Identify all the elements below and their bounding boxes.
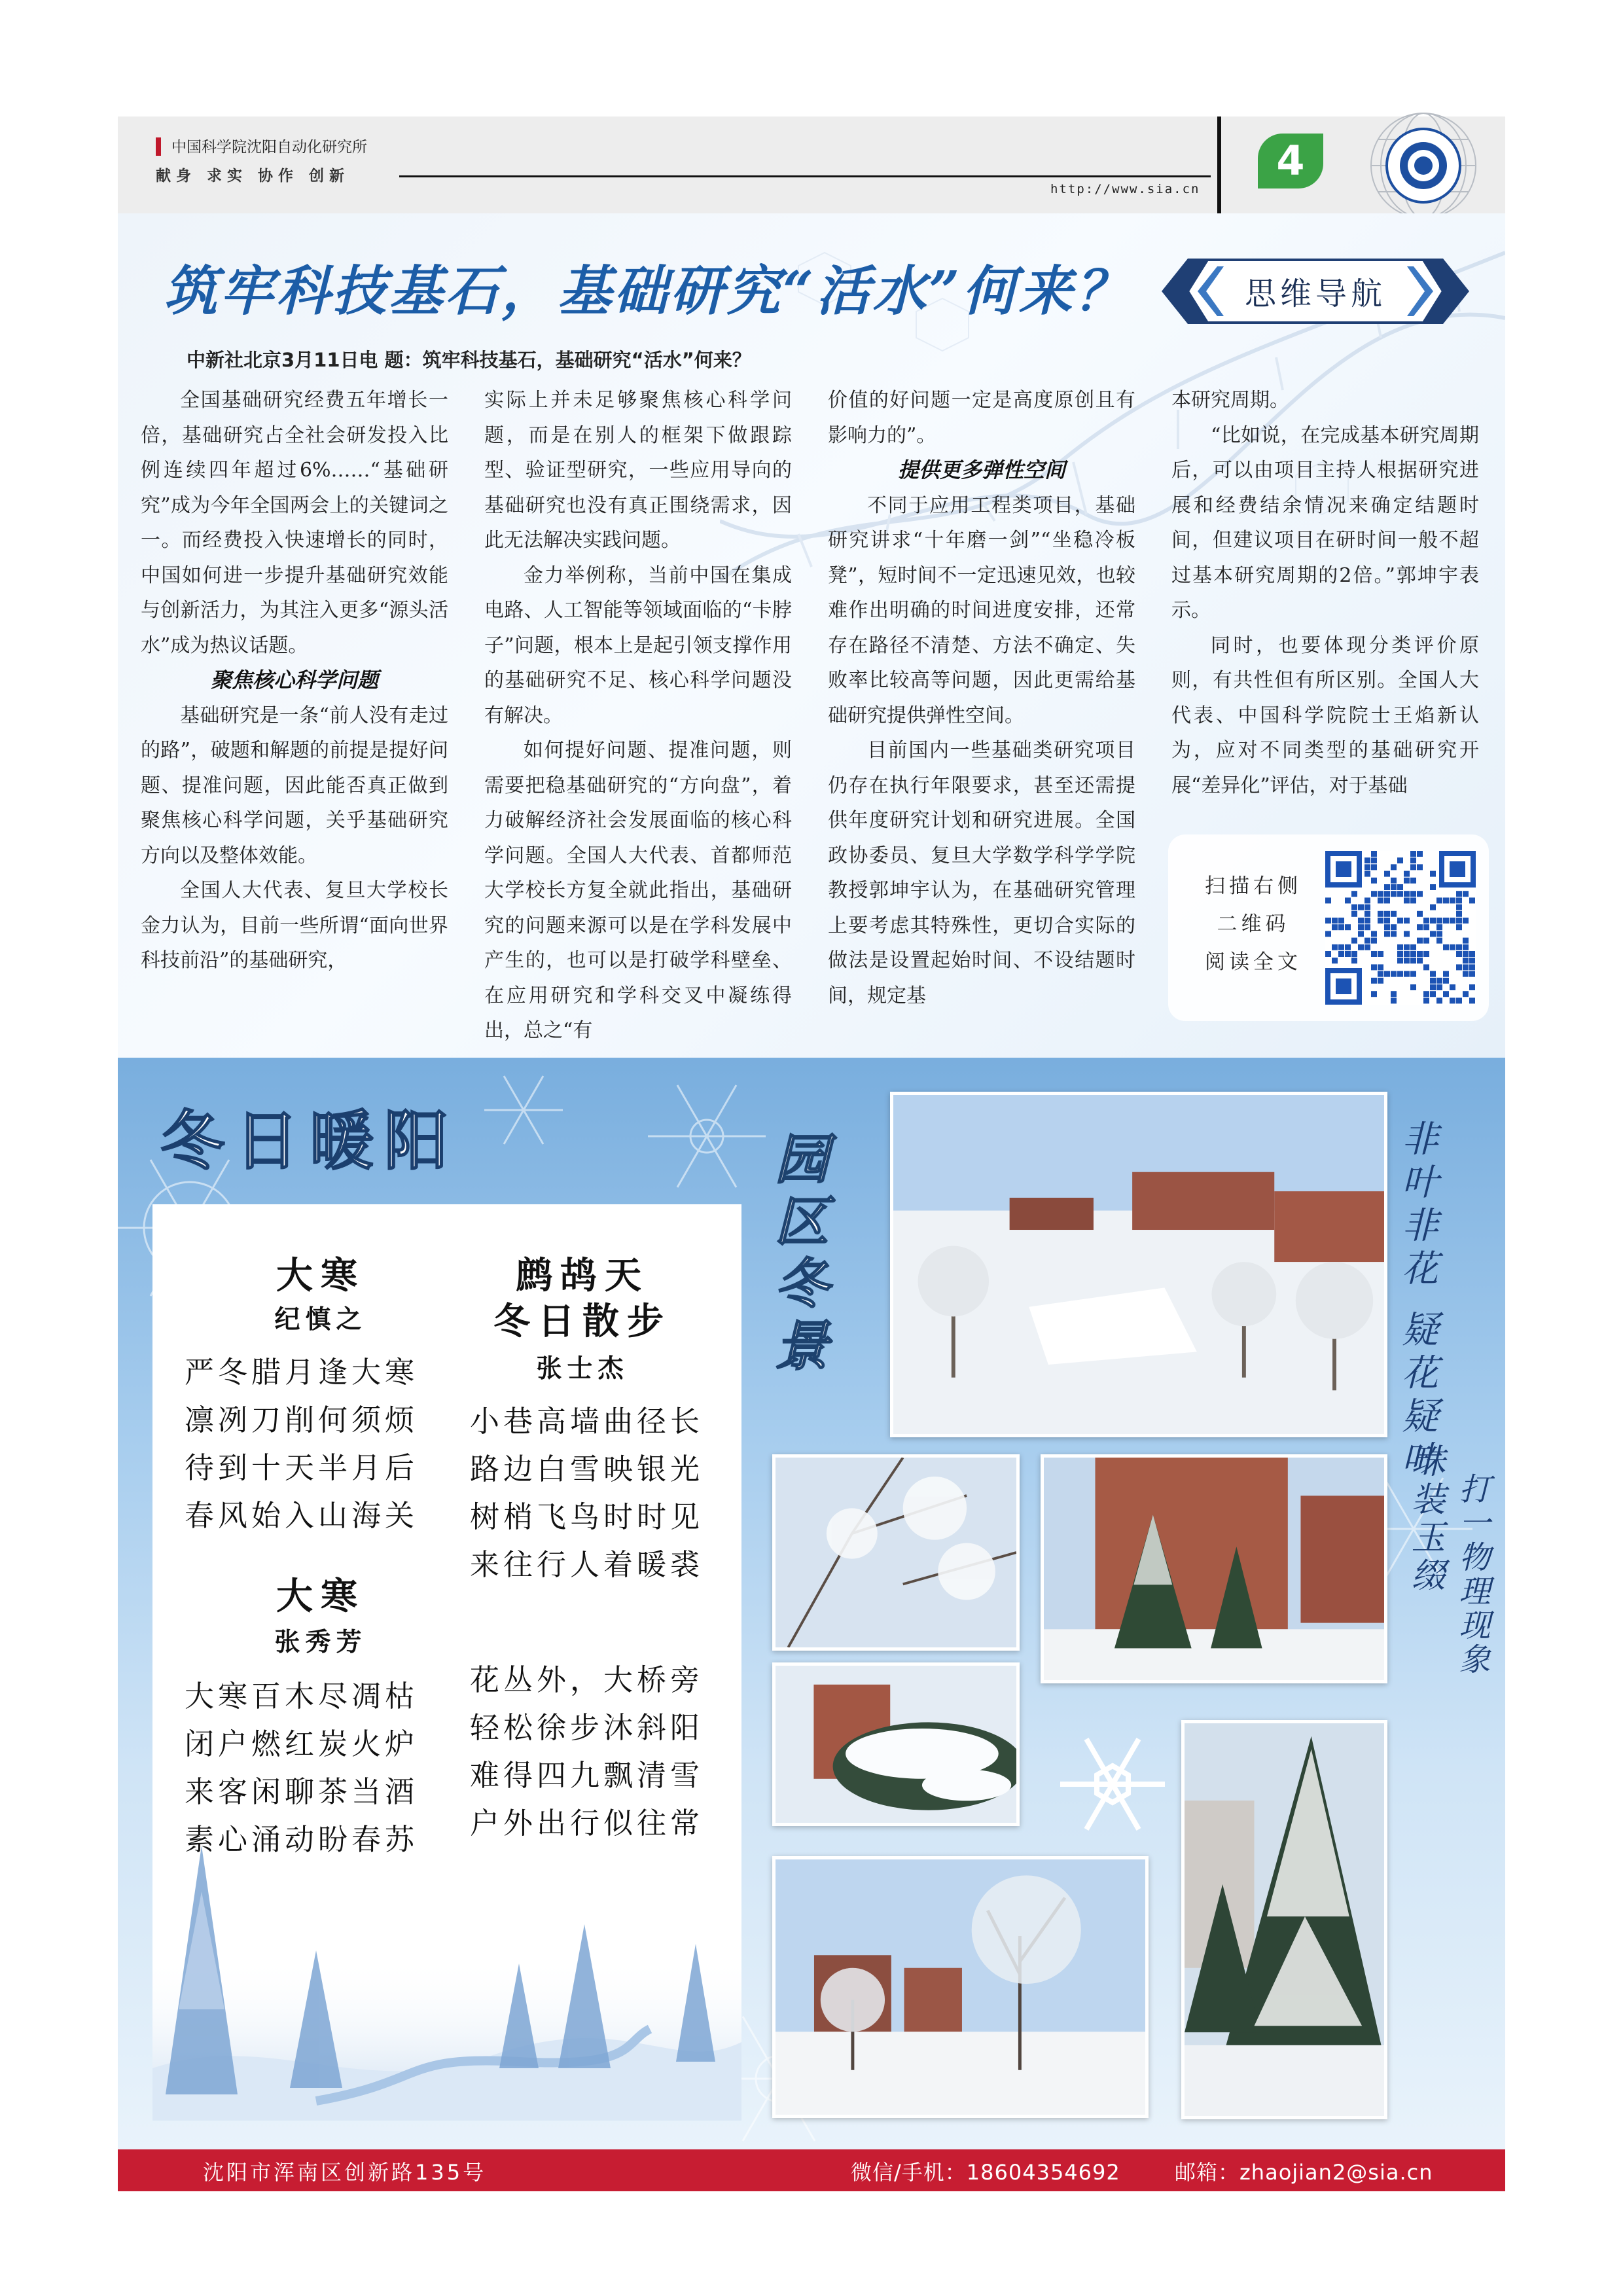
qr-module: [1456, 997, 1462, 1003]
frosted-branches-photo: [772, 1454, 1020, 1651]
paragraph: 本研究周期。: [1171, 389, 1289, 412]
qr-module: [1469, 971, 1475, 977]
qr-module: [1378, 918, 1383, 924]
qr-module: [1404, 951, 1410, 957]
poem-line: 大寒百木尽凋枯: [185, 1679, 419, 1713]
qr-module: [1351, 938, 1357, 944]
qr-module: [1417, 911, 1423, 917]
qr-module: [1345, 951, 1351, 957]
qr-module: [1364, 918, 1370, 924]
qr-module: [1371, 938, 1377, 944]
qr-module: [1450, 997, 1455, 1003]
qr-module: [1404, 918, 1410, 924]
qr-module: [1397, 971, 1403, 977]
qr-module: [1469, 964, 1475, 970]
qr-module: [1423, 964, 1429, 970]
article-dateline: 中新社北京3月11日电 题：筑牢科技基石，基础研究“活水”何来？: [187, 349, 751, 371]
qr-module: [1456, 891, 1462, 897]
qr-module: [1397, 884, 1403, 890]
snowy-pine-closeup-photo: [772, 1662, 1020, 1826]
qr-module: [1410, 984, 1416, 990]
qr-module: [1404, 958, 1410, 963]
qr-module: [1364, 857, 1370, 863]
qr-module: [1364, 871, 1370, 877]
qr-module: [1378, 978, 1383, 984]
qr-module: [1325, 951, 1331, 957]
qr-module: [1358, 918, 1364, 924]
paragraph: 全国基础研究经费五年增长一倍，基础研究占全社会研发投入比例连续四年超过6%……“基础研究”成为今年全国两会上的关键词之一。而经费投入快速增长的同时，中国如何进一步提升基础研究效能与创新活力，为其注入更多“源头活水”成为热议话题。: [141, 389, 448, 657]
poem-line: 来往行人着暖裘: [470, 1547, 704, 1582]
qr-module: [1450, 944, 1455, 950]
qr-module: [1371, 951, 1377, 957]
qr-module: [1332, 924, 1338, 930]
qr-module: [1430, 978, 1436, 984]
poem1-author: 纪慎之: [274, 1304, 367, 1335]
qr-module: [1410, 891, 1416, 897]
campus-scene-label: [762, 1129, 841, 1378]
paragraph: 如何提好问题、提准问题，则需要把稳基础研究的“方向盘”，着力破解经济社会发展面临的核心科学问题。全国人大代表、首都师范大学校长方复全就此指出，基础研究的问题来源可以是在学科发展中产生的，也可以是打破学科壁垒、在应用研究和学科交叉中凝练得出，总之“有: [484, 739, 792, 1042]
qr-module: [1378, 911, 1383, 917]
qr-module: [1384, 931, 1390, 937]
qr-module: [1351, 891, 1357, 897]
qr-module: [1404, 897, 1410, 903]
qr-module: [1423, 924, 1429, 930]
qr-module: [1469, 951, 1475, 957]
qr-module: [1443, 991, 1449, 997]
qr-module: [1371, 978, 1377, 984]
poem3-subtitle: 冬日散步: [493, 1300, 671, 1343]
qr-module: [1371, 931, 1377, 937]
campus-trees-snow-photo: [772, 1856, 1149, 2118]
qr-module: [1436, 978, 1442, 984]
institute-logo: [1358, 110, 1489, 221]
article-column-1: [141, 383, 448, 978]
qr-instruction: [1185, 867, 1322, 981]
qr-module: [1456, 951, 1462, 957]
qr-module: [1325, 897, 1331, 903]
qr-module: [1430, 984, 1436, 990]
qr-module: [1378, 971, 1383, 977]
poem3-author: 张士杰: [536, 1354, 629, 1384]
qr-module: [1351, 951, 1357, 957]
campus-label-char: 园: [775, 1128, 829, 1191]
qr-module: [1436, 938, 1442, 944]
qr-module: [1404, 891, 1410, 897]
qr-module: [1469, 997, 1475, 1003]
poem-line: 严冬腊月逢大寒: [185, 1355, 419, 1390]
qr-module: [1351, 911, 1357, 917]
poem-line: 花丛外，大桥旁: [470, 1662, 704, 1697]
section-badge: 思维导航: [1244, 276, 1386, 312]
qr-module: [1404, 931, 1410, 937]
qr-module: [1404, 944, 1410, 950]
qr-module: [1391, 931, 1397, 937]
poem-line: 凛冽刀削何须烦: [185, 1403, 419, 1437]
qr-module: [1436, 924, 1442, 930]
poem2-title: 大寒: [276, 1575, 365, 1618]
qr-module: [1345, 897, 1351, 903]
paragraph: 金力举例称，当前中国在集成电路、人工智能等领域面临的“卡脖子”问题，根本上是起引领支撑作用的基础研究不足、核心科学问题没有解决。: [484, 564, 792, 727]
poem-line: 来客闲聊茶当酒: [185, 1774, 419, 1809]
footer-address: 沈阳市浑南区创新路135号: [203, 2160, 487, 2185]
paragraph: 价值的好问题一定是高度原创且有影响力的”。: [828, 389, 1135, 447]
qr-module: [1397, 958, 1403, 963]
qr-module: [1384, 971, 1390, 977]
qr-module: [1410, 944, 1416, 950]
winter-section-title: 冬日暖阳: [160, 1104, 459, 1179]
qr-module: [1391, 911, 1397, 917]
qr-module: [1358, 931, 1364, 937]
qr-line: 阅读全文: [1205, 950, 1302, 974]
qr-module: [1364, 938, 1370, 944]
poem1-title: 大寒: [276, 1254, 365, 1297]
qr-module: [1450, 918, 1455, 924]
qr-module: [1423, 918, 1429, 924]
paragraph: 不同于应用工程类项目，基础研究讲求“十年磨一剑”“坐稳冷板凳”，短时间不一定迅速见效，也较难作出明确的时间进度安排，还常存在路径不清楚、方法不确定、失败率比较高等问题，因此更需给基础研究提供弹性空间。: [828, 493, 1135, 727]
poem-line: 闭户燃红炭火炉: [185, 1727, 419, 1761]
qr-module: [1332, 944, 1338, 950]
qr-module: [1463, 891, 1469, 897]
qr-module: [1404, 971, 1410, 977]
riddle-text: 疑花疑叶: [1396, 1310, 1438, 1483]
qr-module: [1364, 944, 1370, 950]
poem-line: 轻松徐步沐斜阳: [470, 1710, 704, 1745]
qr-module: [1410, 851, 1416, 857]
qr-module: [1417, 924, 1423, 930]
poem-line: 难得四九飘清雪: [470, 1758, 704, 1793]
poem-line: 待到十天半月后: [185, 1450, 419, 1485]
qr-module: [1384, 891, 1390, 897]
qr-module: [1456, 911, 1462, 917]
campus-label-char: 冬: [775, 1253, 829, 1316]
qr-module: [1384, 871, 1390, 877]
qr-module: [1391, 878, 1397, 884]
qr-module: [1456, 897, 1462, 903]
paragraph: 同时，也要体现分类评价原则，有共性但有所区别。全国人大代表、中国科学院院士王焰新认为，应对不同类型的基础研究开展“差异化”评估，对于基础: [1171, 634, 1479, 797]
qr-module: [1410, 951, 1416, 957]
poem3-body-2: [470, 1656, 745, 1847]
qr-module: [1417, 938, 1423, 944]
qr-module: [1430, 905, 1436, 910]
riddle-text: 非叶非花: [1396, 1119, 1438, 1292]
qr-module: [1338, 918, 1344, 924]
qr-module: [1345, 924, 1351, 930]
qr-module: [1364, 864, 1370, 870]
snow-covered-pines-photo: [1181, 1720, 1387, 2119]
qr-module: [1410, 897, 1416, 903]
qr-module: [1456, 964, 1462, 970]
qr-module: [1378, 897, 1383, 903]
qr-module: [1463, 918, 1469, 924]
qr-module: [1332, 918, 1338, 924]
campus-label-char: 景: [775, 1315, 829, 1378]
poem-line: 树梢飞鸟时时见: [470, 1499, 704, 1534]
qr-module: [1423, 991, 1429, 997]
qr-module: [1338, 924, 1344, 930]
qr-module: [1332, 958, 1338, 963]
qr-module: [1410, 971, 1416, 977]
qr-module: [1384, 884, 1390, 890]
qr-module: [1397, 857, 1403, 863]
qr-module: [1364, 905, 1370, 910]
qr-module: [1410, 878, 1416, 884]
qr-module: [1417, 958, 1423, 963]
qr-module: [1364, 924, 1370, 930]
qr-module: [1463, 971, 1469, 977]
qr-module: [1436, 997, 1442, 1003]
qr-module: [1397, 951, 1403, 957]
header-accent-bar: [156, 137, 161, 156]
paragraph: 基础研究是一条“前人没有走过的路”，破题和解题的前提是提好问题、提准问题，因此能否真正做到聚焦核心科学问题，关乎基础研究方向以及整体效能。: [141, 704, 448, 867]
qr-module: [1423, 951, 1429, 957]
qr-module: [1436, 984, 1442, 990]
qr-module: [1410, 857, 1416, 863]
qr-module: [1358, 944, 1364, 950]
riddle-line-1: [1391, 1119, 1443, 1483]
website-url[interactable]: http://www.sia.cn: [1050, 182, 1200, 196]
poem-line: 小巷高墙曲径长: [470, 1404, 704, 1439]
paragraph: “比如说，在完成基本研究周期后，可以由项目主持人根据研究进展和经费结余情况来确定结题时间，但建议项目在研时间一般不超过基本研究周期的2倍。”郭坤宇表示。: [1171, 423, 1479, 622]
qr-module: [1351, 958, 1357, 963]
riddle-line-3: 珠装玉缀: [1405, 1443, 1444, 1595]
qr-module: [1378, 964, 1383, 970]
qr-module: [1463, 951, 1469, 957]
qr-module: [1404, 871, 1410, 877]
header-rule: [399, 175, 1211, 177]
poem-line: 路边白雪映银光: [470, 1452, 704, 1486]
institute-name: 中国科学院沈阳自动化研究所: [171, 139, 367, 156]
qr-module: [1417, 851, 1423, 857]
qr-module: [1417, 864, 1423, 870]
article-column-2: [484, 383, 792, 1049]
qr-module: [1417, 951, 1423, 957]
qr-module: [1371, 851, 1377, 857]
paragraph: 实际上并未足够聚焦核心科学问题，而是在别人的框架下做跟踪型、验证型研究，一些应用导向的基础研究也没有真正围绕需求，因此无法解决实践问题。: [484, 389, 792, 552]
qr-module: [1410, 958, 1416, 963]
qr-module: [1469, 984, 1475, 990]
poem2-body: [185, 1672, 459, 1863]
qr-module: [1430, 931, 1436, 937]
poem3-title: 鹧鸪天: [516, 1254, 649, 1297]
footer-email[interactable]: 邮箱：zhaojian2@sia.cn: [1175, 2160, 1433, 2185]
red-building-snow-photo: [1041, 1454, 1387, 1683]
qr-module: [1436, 897, 1442, 903]
section-heading: 提供更多弹性空间: [897, 457, 1065, 482]
qr-module: [1371, 878, 1377, 884]
poem-line: 春风始入山海关: [185, 1498, 419, 1533]
qr-module: [1358, 924, 1364, 930]
qr-module: [1450, 984, 1455, 990]
article-title: 筑牢科技基石，基础研究“活水”何来？: [164, 260, 1132, 323]
qr-module: [1456, 924, 1462, 930]
article-column-3: [828, 383, 1135, 1013]
qr-module: [1371, 864, 1377, 870]
qr-module: [1378, 951, 1383, 957]
qr-module: [1378, 891, 1383, 897]
qr-module: [1371, 891, 1377, 897]
qr-module: [1371, 964, 1377, 970]
footer-wechat: 微信/手机：18604354692: [851, 2160, 1120, 2185]
qr-module: [1351, 905, 1357, 910]
qr-module: [1463, 944, 1469, 950]
qr-module: [1456, 905, 1462, 910]
page-number: 4: [1258, 134, 1323, 188]
poem-line: 户外出行似往常: [470, 1806, 704, 1840]
qr-module: [1430, 871, 1436, 877]
qr-module: [1443, 918, 1449, 924]
qr-module: [1456, 944, 1462, 950]
qr-module: [1463, 991, 1469, 997]
qr-module: [1345, 944, 1351, 950]
qr-module: [1443, 944, 1449, 950]
header-divider: [1217, 117, 1221, 213]
qr-module: [1430, 971, 1436, 977]
qr-module: [1443, 971, 1449, 977]
qr-code[interactable]: [1325, 851, 1476, 1005]
poem3-body-1: [470, 1397, 745, 1588]
qr-module: [1384, 911, 1390, 917]
qr-module: [1436, 931, 1442, 937]
paragraph: 全国人大代表、复旦大学校长金力认为，目前一些所谓“面向世界科技前沿”的基础研究，: [141, 879, 448, 972]
poem1-body: [185, 1348, 459, 1539]
qr-module: [1410, 864, 1416, 870]
qr-module: [1391, 884, 1397, 890]
qr-module: [1358, 905, 1364, 910]
qr-module: [1404, 878, 1410, 884]
qr-module: [1397, 944, 1403, 950]
qr-module: [1450, 897, 1455, 903]
qr-module: [1364, 897, 1370, 903]
article-column-4: [1171, 383, 1479, 803]
qr-module: [1338, 951, 1344, 957]
qr-line: 二维码: [1217, 912, 1290, 936]
qr-module: [1391, 997, 1397, 1003]
qr-module: [1325, 931, 1331, 937]
qr-module: [1338, 944, 1344, 950]
qr-module: [1423, 938, 1429, 944]
qr-module: [1397, 891, 1403, 897]
qr-module: [1463, 938, 1469, 944]
qr-module: [1371, 991, 1377, 997]
qr-module: [1443, 897, 1449, 903]
qr-module: [1391, 891, 1397, 897]
poem2-author: 张秀芳: [274, 1627, 367, 1657]
qr-module: [1456, 918, 1462, 924]
qr-module: [1423, 997, 1429, 1003]
qr-module: [1364, 911, 1370, 917]
qr-module: [1384, 924, 1390, 930]
qr-module: [1384, 897, 1390, 903]
campus-winter-photo-main: [890, 1092, 1387, 1437]
qr-module: [1469, 897, 1475, 903]
qr-module: [1371, 857, 1377, 863]
qr-module: [1463, 958, 1469, 963]
qr-module: [1397, 918, 1403, 924]
section-heading: 聚焦核心科学问题: [210, 668, 378, 692]
qr-module: [1391, 971, 1397, 977]
qr-module: [1391, 991, 1397, 997]
qr-module: [1391, 864, 1397, 870]
riddle-hint: 打一物理现象: [1454, 1473, 1490, 1677]
campus-label-char: 区: [775, 1191, 829, 1253]
institute-motto: 献身 求实 协作 创新: [156, 168, 350, 185]
qr-module: [1391, 924, 1397, 930]
paragraph: 目前国内一些基础类研究项目仍存在执行年限要求，甚至还需提供年度研究计划和研究进展。全国政协委员、复旦大学数学科学学院教授郭坤宇认为，在基础研究管理上要考虑其特殊性，更切合实际的做法是设置起始时间、不设结题时间，规定基: [828, 739, 1135, 1007]
qr-module: [1430, 991, 1436, 997]
qr-module: [1430, 918, 1436, 924]
qr-module: [1430, 884, 1436, 890]
qr-module: [1443, 978, 1449, 984]
qr-module: [1469, 958, 1475, 963]
qr-module: [1436, 918, 1442, 924]
qr-module: [1325, 918, 1331, 924]
qr-module: [1463, 964, 1469, 970]
qr-line: 扫描右侧: [1205, 874, 1302, 898]
poem-line: 素心涌动盼春苏: [185, 1822, 419, 1857]
qr-module: [1384, 918, 1390, 924]
qr-module: [1417, 891, 1423, 897]
